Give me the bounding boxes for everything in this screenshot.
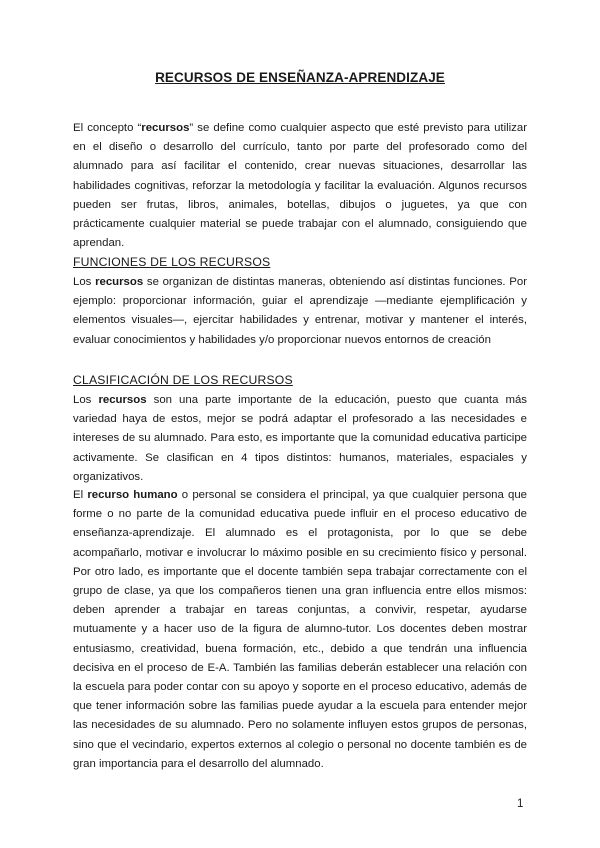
funciones-text-before: Los: [73, 276, 96, 288]
recurso-humano-text-after: o personal se considera el principal, ya que cualquier persona que forme o no parte de la comunidad educativa puede influir en el proceso educativo de enseñanza-aprendizaje. El alumnado es el protagonista, por lo que se debe acompañarlo, motivar e involucrar lo máximo posible en su crecimiento físico y personal. Por otro lado, es importante que el docente también sepa trabajar correctamente con el grupo de clase, ya que los compañeros tienen una gran influencia entre ellos mismos: deben aprender a trabajar en tareas conjuntas, a convivir, respetar, ayudarse mutuamente y a hacer uso de la figura de alumno-tutor. Los docentes deben mostrar entusiasmo, creatividad, buena formación, etc., debido a que tendrán una influencia decisiva en el proceso de E-A. También las familias deberán establecer una relación con la escuela para poder contar con su apoyo y soporte en el proceso educativo, además de que tener información sobre las familias puede ayudar a la escuela para entender mejor las necesidades de su alumnado. Pero no solamente influyen estos grupos de personas, sino que el vecindario, expertos externos al colegio o personal no docente también es de gran importancia para el desarrollo del alumnado.: [73, 489, 528, 770]
section-heading-funciones: FUNCIONES DE LOS RECURSOS: [73, 255, 271, 269]
funciones-text-after: se organizan de distintas maneras, obteniendo así distintas funciones. Por ejemplo: proporcionar información, guiar el aprendizaje —mediante ejemplificación y elementos visuales—, ejercitar habilidades y entrenar, motivar y mantener el interés, evaluar conocimientos y habilidades y/o proporcionar nuevos entornos de creación: [73, 276, 528, 346]
clasificacion-bold-term: recursos: [98, 394, 147, 406]
intro-paragraph: [73, 119, 527, 253]
funciones-paragraph: [73, 273, 527, 350]
section-heading-clasificacion: CLASIFICACIÓN DE LOS RECURSOS: [73, 373, 293, 387]
intro-text-after: ” se define como cualquier aspecto que esté previsto para utilizar en el diseño o desarrollo del currículo, tanto por parte del profesorado como del alumnado para así facilitar el contenido, crear nuevas situaciones, desarrollar las habilidades cognitivas, reforzar la metodología y facilitar la evaluación. Algunos recursos pueden ser frutas, libros, animales, botellas, dibujos o juguetes, ya que con prácticamente cualquier material se puede trabajar con el alumnado, consiguiendo que aprendan.: [73, 122, 527, 250]
clasificacion-text-before: Los: [73, 394, 99, 406]
intro-text-before: El concepto “: [73, 122, 142, 134]
recurso-humano-bold-term: recurso humano: [87, 489, 178, 501]
page-number: 1: [517, 798, 524, 810]
clasificacion-text-after: son una parte importante de la educación, puesto que cuanta más variedad haya de estos, mejor se podrá adaptar el profesorado a las necesidades e intereses de su alumnado. Para esto, es importante que la comunidad educativa participe activamente. Se clasifican en 4 tipos distintos: humanos, materiales, espaciales y organizativos.: [73, 394, 528, 483]
funciones-bold-term: recursos: [95, 276, 144, 288]
page-title: RECURSOS DE ENSEÑANZA-APRENDIZAJE: [155, 70, 445, 85]
recurso-humano-paragraph: [73, 486, 527, 774]
clasificacion-paragraph: [73, 391, 527, 487]
recurso-humano-text-before: El: [73, 489, 88, 501]
intro-bold-term: recursos: [141, 122, 190, 134]
